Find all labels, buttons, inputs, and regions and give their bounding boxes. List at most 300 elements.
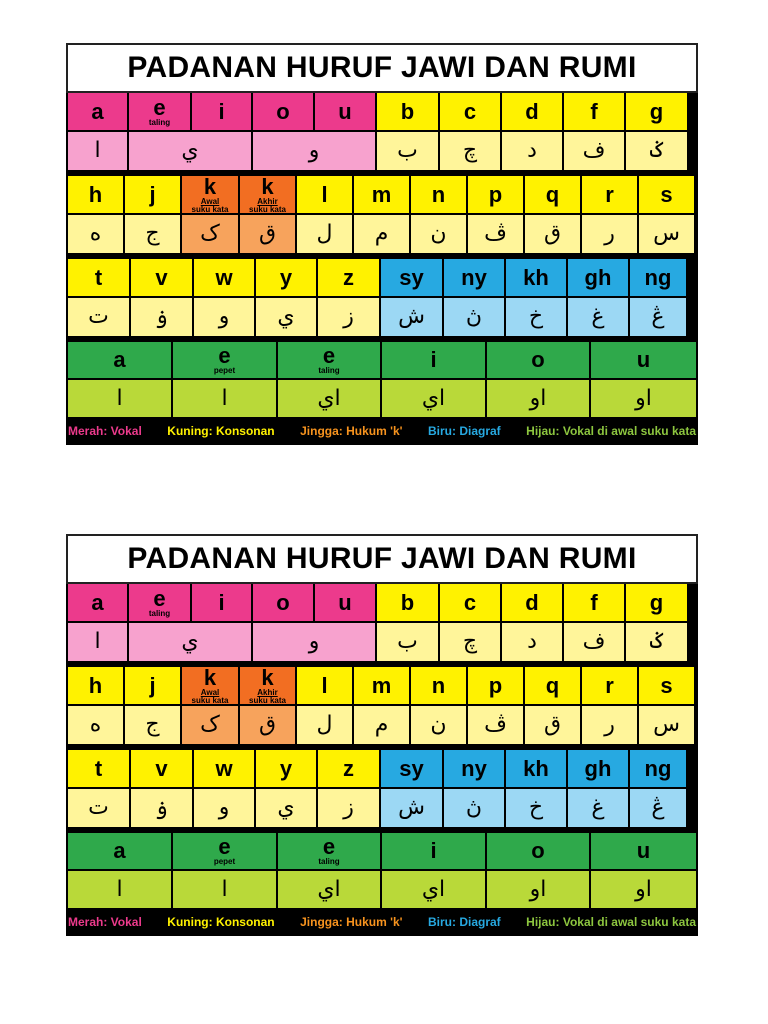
jawi-letter: ا	[94, 629, 101, 654]
rumi-cell	[468, 667, 525, 704]
rumi-letter: l	[321, 672, 328, 698]
rumi-letter: l	[321, 181, 328, 207]
rumi-letter: i	[430, 347, 437, 372]
jawi-letter: ت	[88, 304, 109, 329]
row-konsonan-diagraf-jawi	[68, 789, 696, 827]
rumi-letter: e	[218, 343, 231, 368]
rumi-letter: s	[660, 672, 673, 698]
rumi-cell	[411, 667, 468, 704]
rumi-letter: k	[261, 667, 274, 690]
rumi-cell	[381, 259, 444, 296]
rumi-letter: j	[149, 181, 156, 207]
jawi-cell	[626, 132, 687, 170]
jawi-cell	[297, 706, 354, 744]
jawi-cell	[68, 623, 129, 661]
rumi-note: taling	[148, 117, 171, 127]
jawi-letter: ا	[116, 876, 123, 902]
row-konsonan-diagraf-jawi	[68, 298, 696, 336]
rumi-cell	[68, 584, 129, 621]
rumi-cell	[318, 259, 381, 296]
rumi-cell	[568, 259, 630, 296]
jawi-cell	[568, 298, 630, 336]
page-title: PADANAN HURUF JAWI DAN RUMI	[66, 534, 698, 584]
rumi-letter: b	[400, 589, 415, 615]
rumi-letter: e	[218, 834, 231, 859]
rumi-cell	[506, 750, 568, 787]
jawi-cell	[564, 132, 626, 170]
rumi-cell	[240, 176, 297, 213]
rumi-note: taling	[318, 857, 340, 866]
rumi-cell	[354, 667, 411, 704]
rumi-letter: z	[343, 264, 354, 290]
jawi-letter: چ	[462, 629, 478, 654]
jawi-cell	[630, 298, 686, 336]
rumi-letter: q	[545, 181, 560, 207]
rumi-cell	[131, 750, 194, 787]
rumi-letter: u	[636, 347, 651, 372]
jawi-letter: و	[308, 138, 320, 163]
jawi-letter: و	[218, 795, 230, 820]
row-konsonan-2-jawi	[68, 706, 696, 744]
rumi-letter: m	[371, 672, 392, 698]
jawi-cell	[582, 215, 639, 253]
rumi-cell	[630, 259, 686, 296]
chart-card-2	[66, 534, 698, 936]
rumi-cell	[444, 259, 506, 296]
rumi-cell	[411, 176, 468, 213]
rumi-cell	[440, 584, 502, 621]
jawi-cell	[318, 789, 381, 827]
jawi-letter: و	[308, 629, 320, 654]
jawi-letter: ت	[88, 795, 109, 820]
rumi-letter: gh	[584, 755, 612, 781]
rumi-cell	[297, 667, 354, 704]
rumi-cell	[626, 93, 687, 130]
rumi-cell	[297, 176, 354, 213]
jawi-letter: ن	[430, 221, 447, 246]
rumi-cell	[525, 667, 582, 704]
rumi-letter: a	[113, 838, 126, 863]
rumi-cell	[256, 750, 318, 787]
jawi-letter: ل	[316, 221, 333, 246]
rumi-cell	[194, 750, 256, 787]
jawi-cell	[256, 298, 318, 336]
rumi-cell	[487, 833, 591, 869]
jawi-letter: ي	[277, 795, 295, 820]
rumi-cell	[354, 176, 411, 213]
row-vokal-awal-rumi	[68, 833, 696, 869]
jawi-letter: ق	[543, 221, 562, 246]
jawi-cell	[382, 380, 487, 417]
jawi-letter: ف	[582, 629, 606, 654]
rumi-letter: ng	[644, 755, 672, 781]
rumi-letter: g	[649, 589, 664, 615]
rumi-note: taling	[318, 366, 340, 375]
rumi-letter: c	[463, 589, 477, 615]
legend-item: Merah: Vokal	[68, 915, 142, 929]
rumi-letter: u	[338, 98, 352, 124]
jawi-cell	[487, 871, 591, 908]
jawi-letter: س	[653, 712, 680, 737]
letter-chart	[66, 93, 698, 417]
jawi-cell	[182, 215, 240, 253]
rumi-cell	[591, 342, 696, 378]
jawi-letter: ل	[316, 712, 333, 737]
jawi-letter: ڽ	[465, 795, 483, 820]
jawi-letter: ي	[181, 629, 199, 654]
row-vokal-awal-jawi	[68, 871, 696, 908]
jawi-letter: اي	[317, 385, 341, 411]
jawi-cell	[194, 298, 256, 336]
rumi-letter: s	[660, 181, 673, 207]
rumi-cell	[194, 259, 256, 296]
jawi-cell	[131, 789, 194, 827]
row-vokal-konsonan-rumi	[68, 93, 696, 130]
rumi-cell	[131, 259, 194, 296]
jawi-cell	[68, 706, 125, 744]
chart-card-1	[66, 43, 698, 445]
jawi-letter: ب	[397, 138, 418, 163]
rumi-letter: e	[322, 343, 336, 368]
jawi-letter: ا	[94, 138, 101, 163]
row-vokal-konsonan-jawi	[68, 623, 696, 661]
rumi-cell	[582, 176, 639, 213]
rumi-note: taling	[148, 608, 171, 618]
jawi-cell	[564, 623, 626, 661]
jawi-cell	[411, 706, 468, 744]
rumi-cell	[278, 833, 382, 869]
jawi-letter: ه	[89, 221, 102, 246]
rumi-cell	[468, 176, 525, 213]
rumi-letter: z	[343, 755, 354, 781]
jawi-letter: ف	[582, 138, 606, 163]
jawi-letter: ب	[397, 629, 418, 654]
rumi-cell	[253, 584, 315, 621]
legend-item: Hijau: Vokal di awal suku kata	[526, 424, 696, 438]
rumi-cell	[192, 93, 253, 130]
rumi-letter: kh	[523, 755, 549, 781]
letter-chart	[66, 584, 698, 908]
rumi-letter: p	[488, 672, 503, 698]
jawi-cell	[131, 298, 194, 336]
rumi-letter: o	[531, 347, 545, 372]
rumi-cell	[129, 584, 192, 621]
rumi-letter: ng	[644, 264, 672, 290]
rumi-cell	[253, 93, 315, 130]
rumi-letter: t	[94, 264, 103, 290]
jawi-letter: ش	[398, 304, 425, 329]
legend-item: Kuning: Konsonan	[167, 915, 275, 929]
jawi-letter: ۏ	[155, 304, 168, 329]
jawi-letter: ه	[89, 712, 102, 737]
rumi-letter: r	[605, 672, 614, 698]
rumi-cell	[192, 584, 253, 621]
jawi-letter: د	[527, 629, 537, 654]
jawi-letter: ڤ	[484, 221, 507, 246]
jawi-cell	[125, 706, 182, 744]
jawi-cell	[240, 706, 297, 744]
rumi-letter: u	[338, 589, 352, 615]
jawi-cell	[173, 380, 278, 417]
jawi-cell	[525, 706, 582, 744]
jawi-letter: ا	[221, 385, 228, 411]
jawi-letter: ڽ	[465, 304, 483, 329]
rumi-cell	[377, 93, 440, 130]
rumi-letter: d	[525, 589, 539, 615]
legend-item: Jingga: Hukum 'k'	[300, 915, 403, 929]
rumi-letter: a	[91, 589, 104, 615]
row-konsonan-diagraf-rumi	[68, 750, 696, 787]
jawi-letter: چ	[462, 138, 478, 163]
rumi-cell	[182, 667, 240, 704]
rumi-cell	[173, 342, 278, 378]
rumi-letter: c	[463, 98, 477, 124]
jawi-cell	[444, 298, 506, 336]
jawi-cell	[256, 789, 318, 827]
jawi-letter: ج	[145, 221, 160, 246]
rumi-note: Awal	[200, 687, 220, 697]
jawi-cell	[129, 623, 253, 661]
rumi-letter: v	[155, 264, 168, 290]
row-konsonan-2-jawi	[68, 215, 696, 253]
rumi-note: pepet	[213, 366, 236, 375]
jawi-cell	[253, 623, 377, 661]
jawi-letter: ݢ	[650, 138, 663, 163]
color-legend	[66, 417, 698, 445]
rumi-cell	[639, 667, 694, 704]
rumi-letter: g	[649, 98, 664, 124]
rumi-letter: e	[153, 585, 166, 611]
rumi-cell	[487, 342, 591, 378]
rumi-letter: sy	[399, 755, 424, 781]
jawi-cell	[278, 871, 382, 908]
jawi-cell	[591, 380, 696, 417]
jawi-letter: ر	[604, 221, 615, 246]
jawi-cell	[502, 132, 564, 170]
rumi-cell	[68, 342, 173, 378]
rumi-cell	[318, 750, 381, 787]
jawi-letter: ق	[543, 712, 562, 737]
jawi-letter: ن	[430, 712, 447, 737]
jawi-cell	[182, 706, 240, 744]
rumi-note: Akhir	[257, 687, 278, 697]
jawi-cell	[381, 789, 444, 827]
jawi-letter: خ	[528, 795, 544, 820]
jawi-letter: م	[374, 712, 389, 737]
rumi-letter: h	[88, 181, 103, 207]
rumi-cell	[502, 584, 564, 621]
jawi-cell	[568, 789, 630, 827]
rumi-cell	[278, 342, 382, 378]
rumi-cell	[68, 176, 125, 213]
rumi-letter: o	[276, 98, 290, 124]
jawi-cell	[444, 789, 506, 827]
jawi-cell	[626, 623, 687, 661]
rumi-note: Akhir	[257, 196, 278, 206]
rumi-letter: t	[94, 755, 103, 781]
rumi-cell	[639, 176, 694, 213]
rumi-cell	[381, 750, 444, 787]
rumi-cell	[256, 259, 318, 296]
jawi-letter: ݢ	[650, 629, 663, 654]
rumi-letter: n	[431, 181, 446, 207]
rumi-letter: u	[636, 838, 651, 863]
jawi-cell	[468, 706, 525, 744]
jawi-cell	[240, 215, 297, 253]
rumi-letter: i	[218, 98, 225, 124]
jawi-cell	[297, 215, 354, 253]
rumi-cell	[315, 93, 377, 130]
row-konsonan-diagraf-rumi	[68, 259, 696, 296]
jawi-letter: اي	[317, 876, 341, 902]
rumi-cell	[564, 584, 626, 621]
jawi-cell	[253, 132, 377, 170]
rumi-letter: k	[203, 176, 217, 199]
rumi-letter: i	[430, 838, 437, 863]
legend-item: Jingga: Hukum 'k'	[300, 424, 403, 438]
rumi-cell	[440, 93, 502, 130]
rumi-letter: e	[322, 834, 336, 859]
rumi-cell	[568, 750, 630, 787]
jawi-cell	[525, 215, 582, 253]
jawi-letter: ر	[604, 712, 615, 737]
rumi-letter: i	[218, 589, 225, 615]
jawi-letter: د	[527, 138, 537, 163]
legend-item: Hijau: Vokal di awal suku kata	[526, 915, 696, 929]
row-vokal-awal-rumi	[68, 342, 696, 378]
jawi-letter: س	[653, 221, 680, 246]
jawi-cell	[630, 789, 686, 827]
jawi-letter: غ	[591, 795, 605, 820]
jawi-cell	[68, 132, 129, 170]
legend-item: Biru: Diagraf	[427, 424, 501, 438]
rumi-cell	[240, 667, 297, 704]
rumi-cell	[377, 584, 440, 621]
rumi-cell	[68, 93, 129, 130]
row-konsonan-2-rumi	[68, 667, 696, 704]
jawi-letter: غ	[591, 304, 605, 329]
jawi-letter: ڠ	[651, 795, 665, 820]
rumi-letter: o	[531, 838, 545, 863]
rumi-cell	[382, 342, 487, 378]
legend-item: Kuning: Konsonan	[167, 424, 275, 438]
row-vokal-konsonan-rumi	[68, 584, 696, 621]
rumi-cell	[315, 584, 377, 621]
rumi-letter: gh	[584, 264, 612, 290]
jawi-cell	[591, 871, 696, 908]
jawi-cell	[382, 871, 487, 908]
jawi-cell	[502, 623, 564, 661]
jawi-letter: و	[218, 304, 230, 329]
rumi-letter: d	[525, 98, 539, 124]
row-konsonan-2-rumi	[68, 176, 696, 213]
jawi-letter: ک	[200, 221, 220, 246]
jawi-cell	[582, 706, 639, 744]
rumi-letter: o	[276, 589, 290, 615]
rumi-letter: f	[590, 589, 598, 615]
jawi-cell	[68, 380, 173, 417]
rumi-note-2: suku kata	[249, 204, 286, 213]
jawi-letter: اي	[421, 385, 446, 411]
jawi-cell	[318, 298, 381, 336]
rumi-cell	[382, 833, 487, 869]
jawi-cell	[468, 215, 525, 253]
jawi-letter: ا	[116, 385, 123, 411]
rumi-letter: y	[279, 755, 293, 781]
jawi-cell	[377, 623, 440, 661]
jawi-letter: ي	[181, 138, 199, 163]
rumi-letter: e	[153, 94, 166, 120]
jawi-letter: ڤ	[484, 712, 507, 737]
rumi-cell	[182, 176, 240, 213]
jawi-cell	[354, 215, 411, 253]
jawi-cell	[639, 706, 694, 744]
jawi-letter: ج	[145, 712, 160, 737]
jawi-letter: ق	[258, 712, 277, 737]
rumi-cell	[125, 667, 182, 704]
jawi-cell	[506, 298, 568, 336]
rumi-note-2: suku kata	[249, 695, 286, 704]
rumi-letter: w	[215, 264, 233, 290]
jawi-letter: ز	[343, 795, 354, 820]
rumi-letter: j	[149, 672, 156, 698]
rumi-cell	[129, 93, 192, 130]
rumi-letter: kh	[523, 264, 549, 290]
jawi-cell	[487, 380, 591, 417]
jawi-letter: او	[529, 385, 547, 411]
jawi-cell	[377, 132, 440, 170]
rumi-letter: m	[371, 181, 392, 207]
rumi-cell	[582, 667, 639, 704]
rumi-cell	[630, 750, 686, 787]
rumi-letter: n	[431, 672, 446, 698]
rumi-letter: b	[400, 98, 415, 124]
rumi-letter: k	[203, 667, 217, 690]
jawi-cell	[639, 215, 694, 253]
jawi-letter: ۏ	[155, 795, 168, 820]
color-legend	[66, 908, 698, 936]
rumi-cell	[525, 176, 582, 213]
jawi-cell	[129, 132, 253, 170]
legend-item: Merah: Vokal	[68, 424, 142, 438]
rumi-letter: a	[91, 98, 104, 124]
rumi-note: Awal	[200, 196, 220, 206]
rumi-note: pepet	[213, 857, 236, 866]
rumi-cell	[68, 667, 125, 704]
jawi-letter: او	[635, 876, 652, 902]
rumi-letter: p	[488, 181, 503, 207]
jawi-cell	[440, 132, 502, 170]
rumi-cell	[68, 259, 131, 296]
rumi-letter: ny	[461, 755, 487, 781]
jawi-cell	[125, 215, 182, 253]
rumi-cell	[591, 833, 696, 869]
rumi-cell	[125, 176, 182, 213]
rumi-cell	[68, 750, 131, 787]
jawi-letter: ک	[200, 712, 220, 737]
rumi-cell	[564, 93, 626, 130]
jawi-cell	[173, 871, 278, 908]
rumi-letter: r	[605, 181, 614, 207]
rumi-cell	[68, 833, 173, 869]
rumi-letter: v	[155, 755, 168, 781]
jawi-letter: ز	[343, 304, 354, 329]
jawi-cell	[68, 298, 131, 336]
rumi-cell	[173, 833, 278, 869]
row-vokal-awal-jawi	[68, 380, 696, 417]
rumi-letter: a	[113, 347, 126, 372]
jawi-cell	[440, 623, 502, 661]
